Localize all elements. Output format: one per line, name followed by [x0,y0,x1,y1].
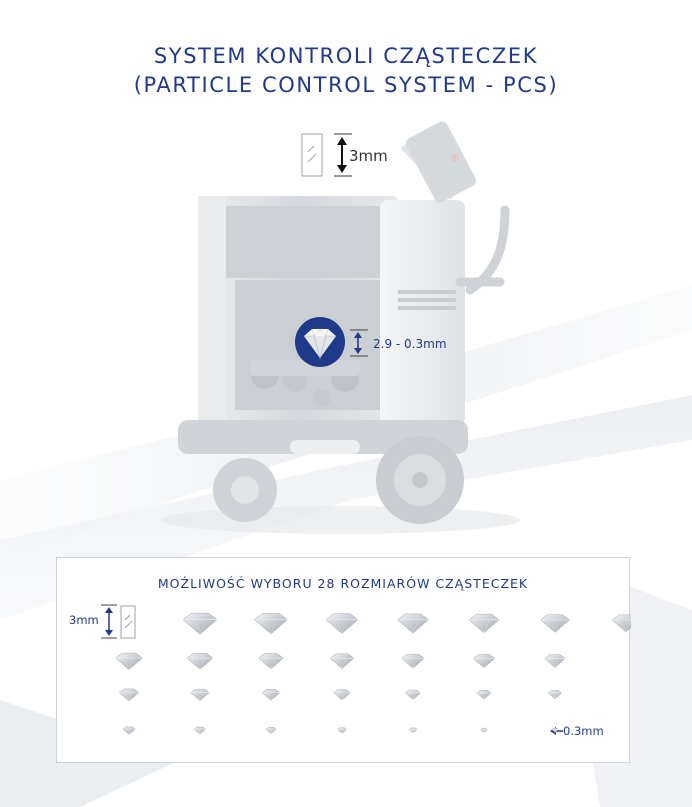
particle-diamond-icon [262,689,279,700]
particle-grid [57,558,631,764]
particle-diamond-icon [116,653,143,670]
particle-diamond-icon [402,654,425,668]
particle-diamond-icon [334,690,350,700]
max-particle-size-label: 3mm [349,147,388,165]
panel-max-label: 3mm [69,613,99,627]
particle-diamond-icon [330,654,354,669]
particle-diamond-icon [183,613,217,634]
particle-diamond-icon [541,614,570,632]
particle-diamond-icon [612,615,631,632]
panel-min-label: 0.3mm [563,724,604,738]
particle-diamond-icon [337,728,346,734]
particle-diamond-icon [266,727,276,733]
particle-diamond-icon [480,728,487,732]
particle-diamond-icon [469,614,499,633]
particle-diamond-icon [409,728,417,733]
particle-range-label: 2.9 - 0.3mm [373,337,447,351]
particle-sizes-panel [56,557,630,763]
particle-diamond-icon [259,654,284,669]
particle-diamond-icon [405,690,420,700]
particle-diamond-icon [548,691,561,699]
particle-diamond-icon [477,690,491,699]
particle-diamond-icon [473,654,495,667]
particle-diamond-icon [191,689,209,700]
particle-diamond-icon [187,653,213,669]
particle-diamond-icon [255,613,288,633]
particle-diamond-icon [326,614,358,634]
particle-diamond-icon [119,689,138,701]
page-title: SYSTEM KONTROLI CZĄSTECZEK [153,44,539,68]
particle-diamond-icon [194,727,205,734]
particle-diamond-icon [545,655,566,668]
panel-title: MOŻLIWOŚĆ WYBORU 28 ROZMIARÓW CZĄSTECZEK [157,576,529,591]
particle-diamond-icon [123,727,135,735]
page-subtitle: (PARTICLE CONTROL SYSTEM - PCS) [133,73,559,97]
particle-diamond-icon [398,614,429,633]
